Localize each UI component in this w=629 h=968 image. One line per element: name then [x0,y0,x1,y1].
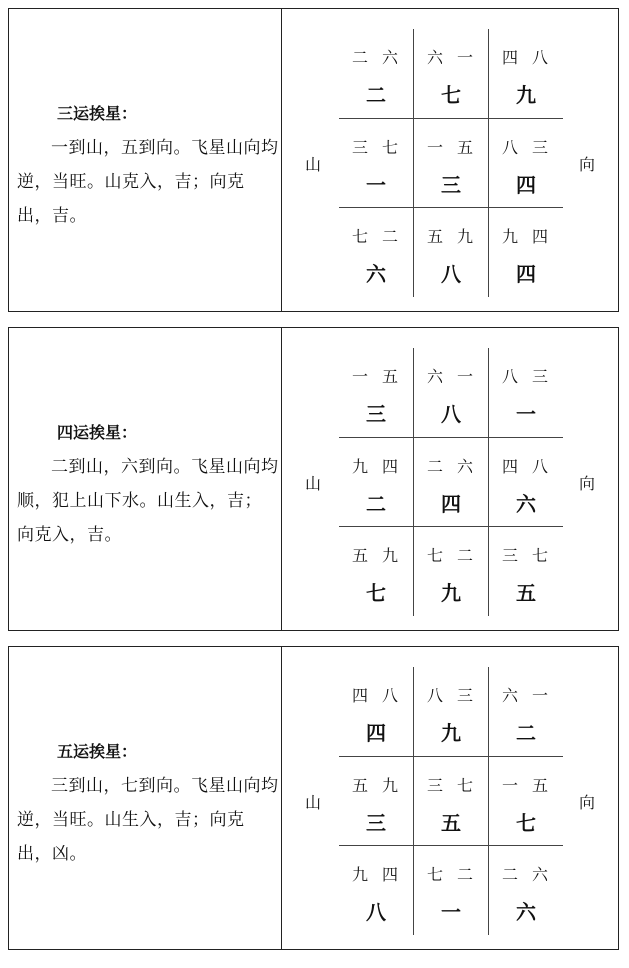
grid-cell: 九 四 四 [501,227,550,286]
grid-cell: 三 七 五 [426,776,475,835]
grid-cell: 六 一 八 [426,367,475,426]
grid-cell: 五 九 三 [351,776,400,835]
panel-divider [281,9,282,311]
flying-star-grid [339,348,563,616]
grid-cell: 二 六 六 [501,865,550,924]
mountain-label: 山 [305,155,322,174]
grid-cell: 四 八 六 [501,457,550,516]
grid-cell: 二 六 四 [426,457,475,516]
facing-label: 向 [579,793,596,812]
grid-cell: 四 八 四 [351,686,400,745]
panel-text [17,735,279,871]
panel-text [17,416,279,552]
facing-label: 向 [579,474,596,493]
panel-title: 四运挨星： [57,423,138,442]
panel-description: 三到山，七到向。飞星山向均逆，当旺。山生入，吉；向克出，凶。 [17,776,279,864]
grid-cell: 七 二 九 [426,546,475,605]
panel-divider [281,328,282,630]
grid-cell: 三 七 一 [351,138,400,197]
chart-panel-5 [8,646,619,950]
grid-cell: 四 八 九 [501,48,550,107]
grid-cell: 二 六 二 [351,48,400,107]
grid-cell: 六 一 二 [501,686,550,745]
grid-cell: 三 七 五 [501,546,550,605]
grid-cell: 八 三 九 [426,686,475,745]
panel-title: 三运挨星： [57,104,138,123]
panel-text [17,97,279,233]
mountain-label: 山 [305,793,322,812]
panel-description: 一到山，五到向。飞星山向均逆，当旺。山克入，吉；向克出，吉。 [17,138,279,226]
grid-cell: 七 二 一 [426,865,475,924]
flying-star-grid [339,667,563,935]
chart-panel-4 [8,327,619,631]
panel-divider [281,647,282,949]
facing-label: 向 [579,155,596,174]
panel-title: 五运挨星： [57,742,138,761]
grid-cell: 五 九 八 [426,227,475,286]
chart-panel-3 [8,8,619,312]
panel-description: 二到山，六到向。飞星山向均顺，犯上山下水。山生入，吉；向克入，吉。 [17,457,279,545]
mountain-label: 山 [305,474,322,493]
grid-cell: 五 九 七 [351,546,400,605]
grid-cell: 七 二 六 [351,227,400,286]
grid-cell: 九 四 八 [351,865,400,924]
grid-cell: 六 一 七 [426,48,475,107]
grid-cell: 九 四 二 [351,457,400,516]
flying-star-grid [339,29,563,297]
grid-cell: 一 五 三 [426,138,475,197]
grid-cell: 八 三 四 [501,138,550,197]
grid-cell: 八 三 一 [501,367,550,426]
grid-cell: 一 五 三 [351,367,400,426]
grid-cell: 一 五 七 [501,776,550,835]
